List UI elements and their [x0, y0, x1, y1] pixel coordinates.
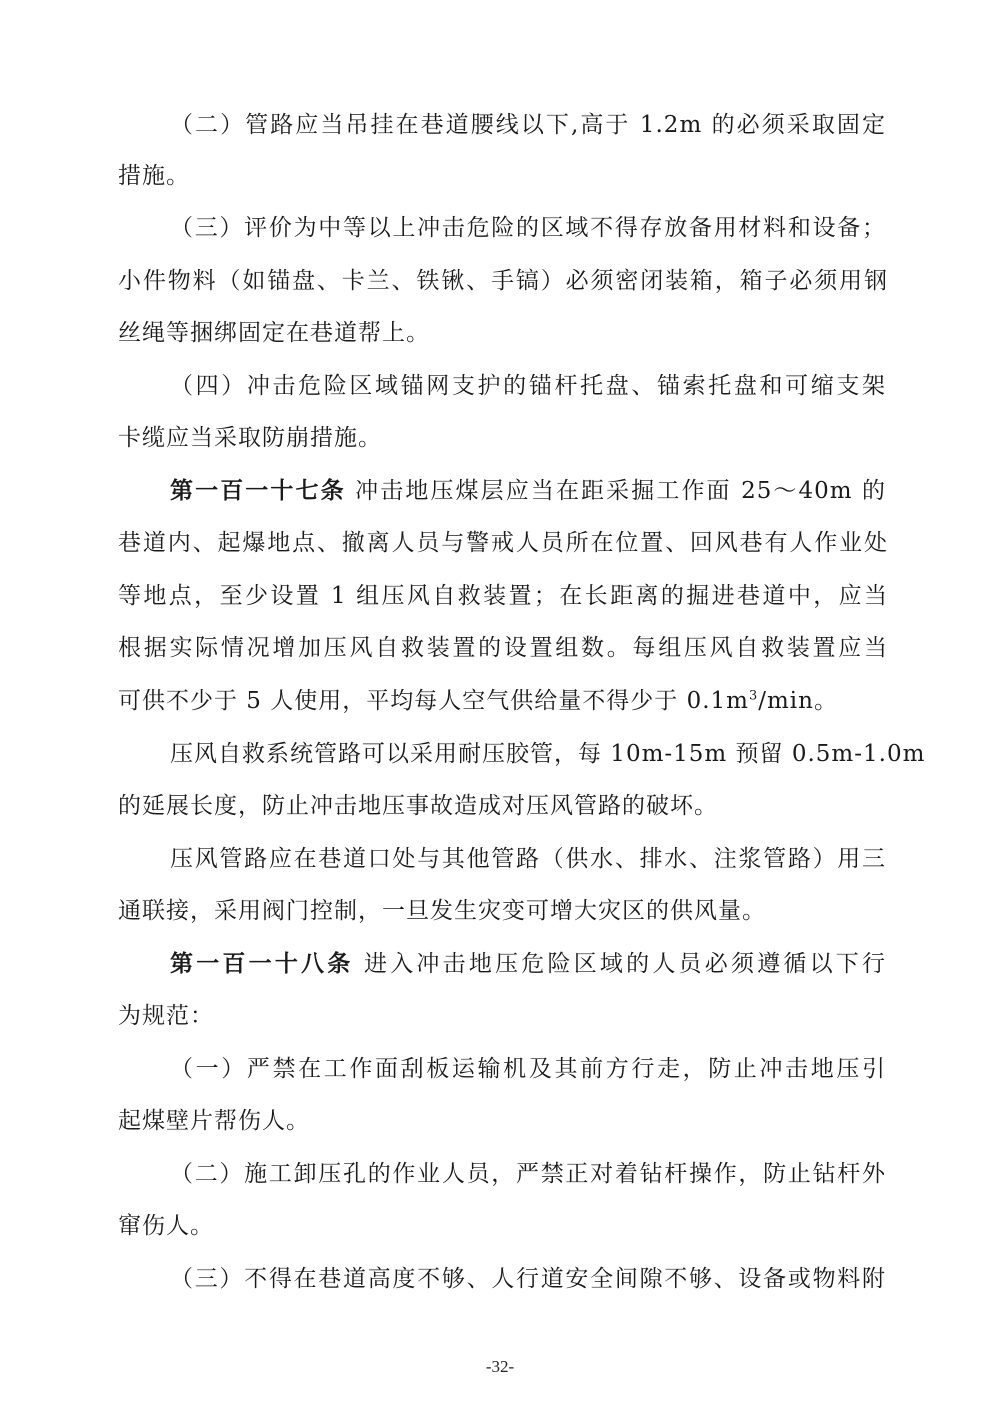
paragraph-text: 可供不少于 5 人使用，平均每人空气供给量不得少于 0.1m: [118, 688, 749, 714]
paragraph-line: 通联接，采用阀门控制，一旦发生灾变可增大灾区的供风量。: [118, 898, 766, 924]
article-117-first-line: [170, 476, 886, 506]
paragraph-line: 压风自救系统管路可以采用耐压胶管，每 10m-15m 预留 0.5m-1.0m: [170, 741, 926, 767]
page-number: -32-: [485, 1357, 515, 1376]
paragraph-line: （三）不得在巷道高度不够、人行道安全间隙不够、设备或物料附: [170, 1266, 886, 1292]
paragraph-line: 压风管路应在巷道口处与其他管路（供水、排水、注浆管路）用三: [170, 846, 886, 872]
paragraph-text: 进入冲击地压危险区域的人员必须遵循以下行: [364, 951, 887, 977]
paragraph-line-with-unit: [118, 686, 888, 716]
paragraph-line: 根据实际情况增加压风自救装置的设置组数。每组压风自救装置应当: [118, 635, 888, 661]
paragraph-line: 起煤壁片帮伤人。: [118, 1108, 310, 1134]
paragraph-line: （三）评价为中等以上冲击危险的区域不得存放备用材料和设备；: [170, 215, 886, 241]
paragraph-line: 卡缆应当采取防崩措施。: [118, 425, 382, 451]
paragraph-line: （二）管路应当吊挂在巷道腰线以下,高于 1.2m 的必须采取固定: [170, 112, 886, 138]
paragraph-line: 窜伤人。: [118, 1213, 214, 1239]
article-heading: 第一百一十八条: [170, 951, 354, 977]
paragraph-line: 小件物料（如锚盘、卡兰、铁锹、手镐）必须密闭装箱，箱子必须用钢: [118, 268, 888, 294]
paragraph-line: 为规范：: [118, 1003, 214, 1029]
paragraph-line: 丝绳等捆绑固定在巷道帮上。: [118, 320, 430, 346]
paragraph-text: 冲击地压煤层应当在距采掘工作面 25～40m 的: [355, 478, 887, 504]
paragraph-line: 措施。: [118, 163, 190, 189]
article-118-first-line: [170, 949, 886, 979]
article-heading: 第一百一十七条: [170, 478, 346, 504]
paragraph-line: 巷道内、起爆地点、撤离人员与警戒人员所在位置、回风巷有人作业处: [118, 530, 888, 556]
paragraph-line: （二）施工卸压孔的作业人员，严禁正对着钻杆操作，防止钻杆外: [170, 1161, 886, 1187]
paragraph-line: 等地点，至少设置 1 组压风自救装置；在长距离的掘进巷道中，应当: [118, 583, 888, 609]
paragraph-line: （四）冲击危险区域锚网支护的锚杆托盘、锚索托盘和可缩支架: [170, 373, 886, 399]
superscript: 3: [748, 688, 759, 704]
paragraph-line: （一）严禁在工作面刮板运输机及其前方行走，防止冲击地压引: [170, 1056, 886, 1082]
paragraph-text: /min。: [758, 688, 838, 714]
paragraph-line: 的延展长度，防止冲击地压事故造成对压风管路的破坏。: [118, 793, 718, 819]
